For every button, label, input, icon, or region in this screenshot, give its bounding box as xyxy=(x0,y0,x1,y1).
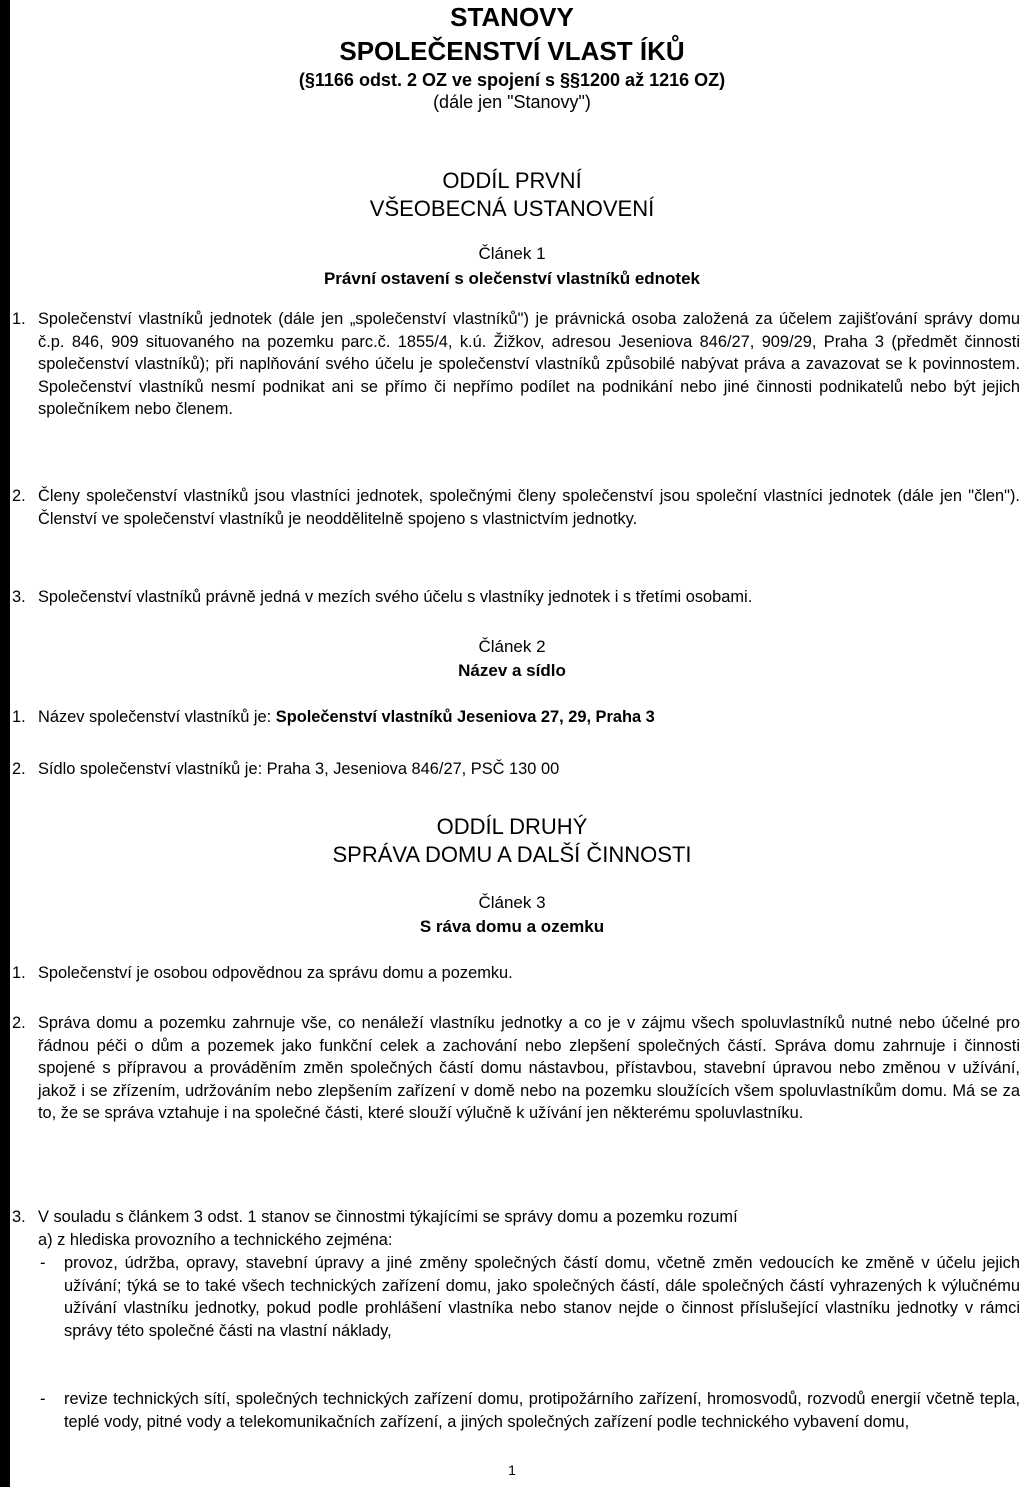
paragraph xyxy=(38,962,1020,985)
paragraph xyxy=(38,308,1020,421)
item-number: 2. xyxy=(12,1014,26,1032)
bullet-item xyxy=(64,1252,1020,1342)
doc-subtitle: (§1166 odst. 2 OZ ve spojení s §§1200 až 1216 OZ) xyxy=(298,70,726,90)
paragraph xyxy=(38,586,1020,609)
article1-label: Článek 1 xyxy=(478,244,546,263)
article2-label: Článek 2 xyxy=(478,637,546,656)
paragraph xyxy=(38,485,1020,530)
item-number: 1. xyxy=(12,708,26,726)
article3-label: Článek 3 xyxy=(478,893,546,912)
page-number: 1 xyxy=(508,1462,516,1478)
bullet-item xyxy=(64,1388,1020,1433)
paragraph-text: Sídlo společenství vlastníků je: Praha 3, Jeseniova 846/27, PSČ 130 00 xyxy=(38,760,560,778)
name-prefix: Název společenství vlastníků je: xyxy=(38,708,276,726)
paragraph-text: Společenství je osobou odpovědnou za správu domu a pozemku. xyxy=(38,964,513,982)
paragraph-text: V souladu s článkem 3 odst. 1 stanov se činnostmi týkajícími se správy domu a pozemku rozumí xyxy=(38,1208,738,1226)
association-name: Společenství vlastníků Jeseniova 27, 29, Praha 3 xyxy=(275,708,655,726)
item-number: 2. xyxy=(12,760,26,778)
sub-item-text: a) z hlediska provozního a technického zejména: xyxy=(38,1231,393,1249)
bullet-text: revize technických sítí, společných technických zařízení domu, protipožárního zařízení, hromosvodů, rozvodů energií včetně tepla, teplé vody, pitné vody a telekomunikačních zařízení, a jiných společných zařízení podle technického vybavení domu, xyxy=(64,1390,1020,1431)
item-number: 3. xyxy=(12,1208,26,1226)
sub-item-a xyxy=(38,1229,1020,1252)
paragraph-text: Správa domu a pozemku zahrnuje vše, co nenáleží vlastníku jednotky a co je v zájmu všech spoluvlastníků nutné nebo účelné pro řádnou péči o dům a pozemek jako funkční celek a zachování nebo zlepšení společných částí. Správa domu zahrnuje i činnosti spojené s přípravou a prováděním změn společných částí domu nástavbou, přístavbou, stavební úpravou nebo změnou v užívání, jakož i se zřízením, udržováním nebo zlepšením zařízení v domě nebo na pozemku sloužících všem spoluvlastníkům domu. Má se za to, že se správa vztahuje i na společné části, které slouží výlučně k užívání jen některému spoluvlastníku. xyxy=(38,1014,1020,1123)
bullet-dash: - xyxy=(40,1254,46,1272)
article3-title: S ráva domu a ozemku xyxy=(419,917,605,936)
doc-title: STANOVY xyxy=(450,2,574,32)
paragraph xyxy=(38,706,1020,729)
paragraph xyxy=(38,1012,1020,1125)
paragraph-text: Společenství vlastníků jednotek (dále jen „společenství vlastníků") je právnická osoba založená za účelem zajišťování správy domu č.p. 846, 909 situovaného na pozemku parc.č. 1855/4, k.ú. Žižkov, adresou Jeseniova 846/27, 909/29, Praha 3 (předmět činnosti společenství vlastníků); při naplňování svého účelu je společenství vlastníků způsobilé nabývat práva a zavazovat se k povinnostem. Společenství vlastníků nesmí podnikat ani se přímo či nepřímo podílet na podnikání nebo jiné činnosti podnikatelů nebo být jejich společníkem nebo členem. xyxy=(38,310,1020,419)
section2-label: ODDÍL DRUHÝ xyxy=(436,814,588,839)
paragraph xyxy=(38,1206,1020,1229)
bullet-dash: - xyxy=(40,1390,46,1408)
item-number: 1. xyxy=(12,310,26,328)
section1-label: ODDÍL PRVNÍ xyxy=(442,168,582,193)
item-number: 2. xyxy=(12,487,26,505)
doc-subtitle-2: (dále jen "Stanovy") xyxy=(433,92,591,112)
paragraph-text: Členy společenství vlastníků jsou vlastníci jednotek, společnými členy společenství jsou společní vlastníci jednotek (dále jen "člen"). Členství ve společenství vlastníků je neoddělitelně spojeno s vlastnictvím jednotky. xyxy=(38,487,1020,528)
section1-title: VŠEOBECNÁ USTANOVENÍ xyxy=(369,196,655,221)
item-number: 3. xyxy=(12,588,26,606)
article2-title: Název a sídlo xyxy=(458,661,566,680)
item-number: 1. xyxy=(12,964,26,982)
paragraph xyxy=(38,758,1020,781)
doc-title-2: SPOLEČENSTVÍ VLAST ÍKŮ xyxy=(339,36,685,66)
bullet-text: provoz, údržba, opravy, stavební úpravy a jiné změny společných částí domu, včetně změn vedoucích ke změně v účelu jejich užívání; týká se to také všech technických zařízení domu, jako společných částí, dále společných částí vyhrazených k výlučnému užívání vlastníku jednotky, pokud podle prohlášení vlastníka nebo stanov nejde o činnost příslušející vlastníku jednotky v rámci správy této společné části na vlastní náklady, xyxy=(64,1254,1020,1340)
paragraph-text: Společenství vlastníků právně jedná v mezích svého účelu s vlastníky jednotek i s třetími osobami. xyxy=(38,588,753,606)
article1-title: Právní ostavení s olečenství vlastníků ednotek xyxy=(323,269,701,288)
section2-title: SPRÁVA DOMU A DALŠÍ ČINNOSTI xyxy=(332,842,692,867)
